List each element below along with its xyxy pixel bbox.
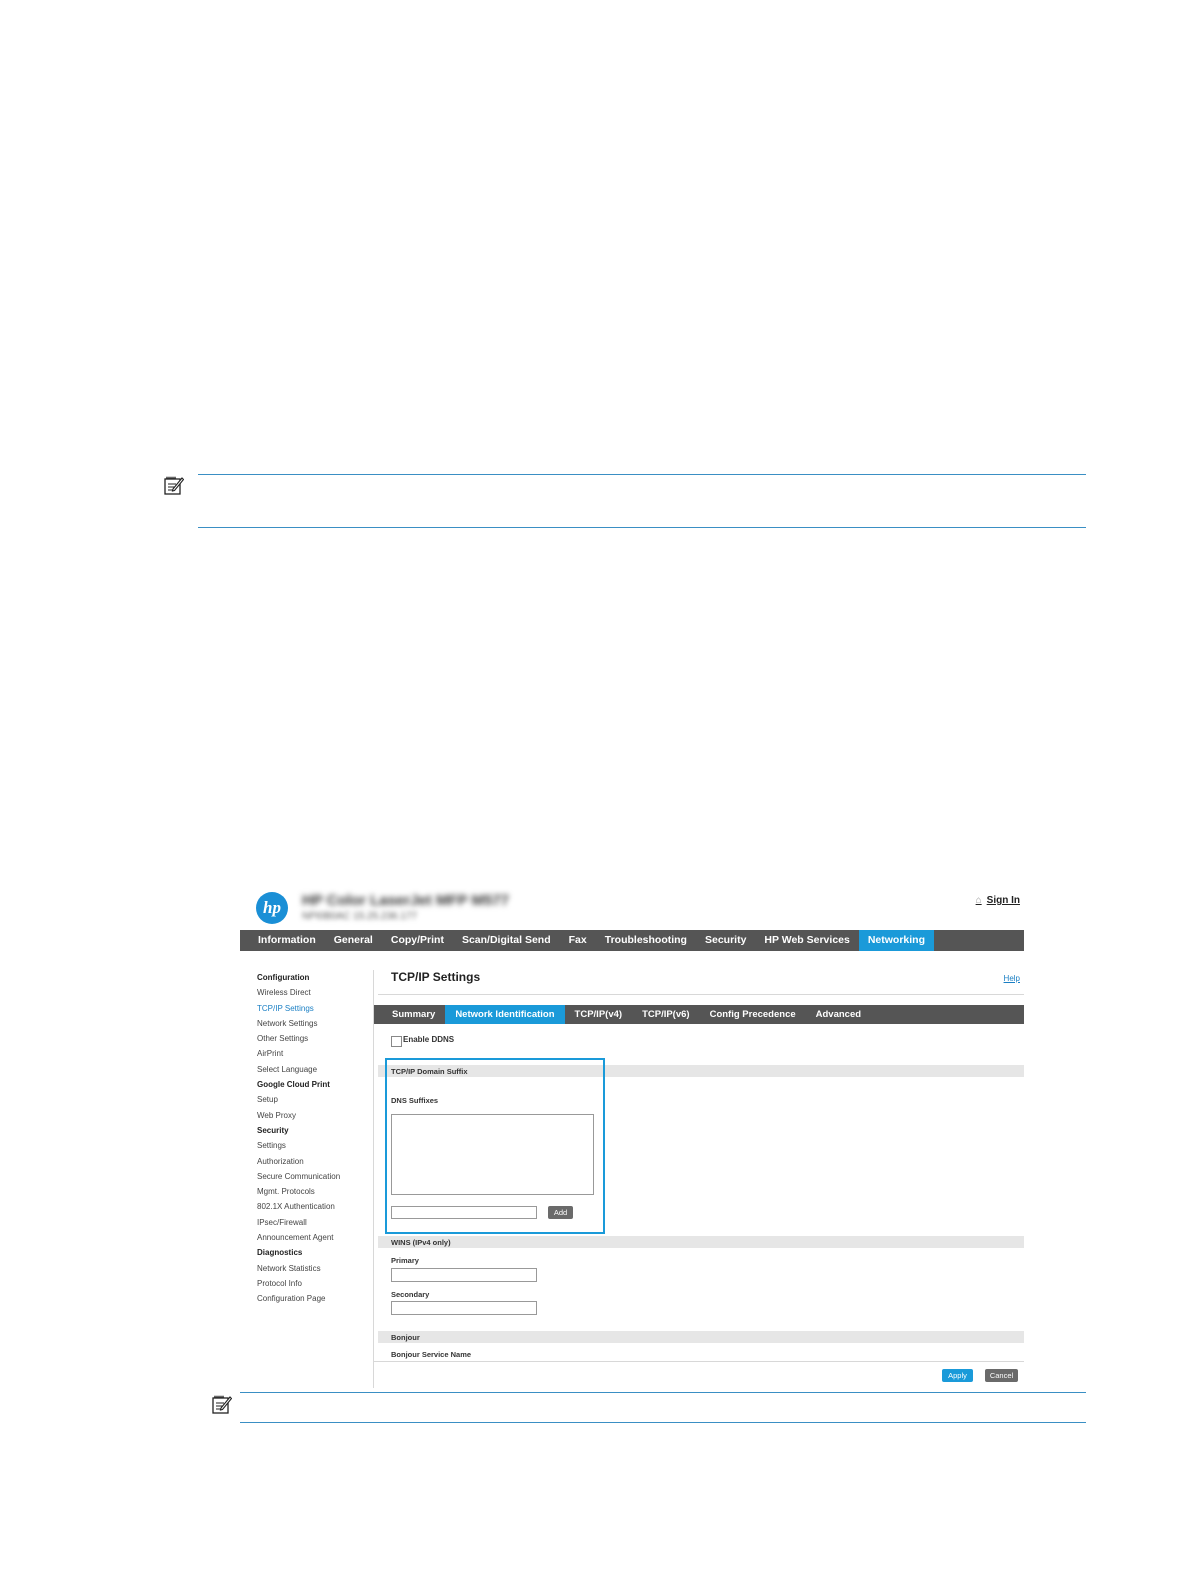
note-icon [164,476,184,496]
subnav-tab-tcp-ip-v4-[interactable]: TCP/IP(v4) [574,1009,623,1020]
page-title: TCP/IP Settings [391,970,481,984]
domain-suffix-highlight [385,1058,605,1234]
subnav-tab-tcp-ip-v6-[interactable]: TCP/IP(v6) [642,1009,690,1020]
bonjour-section-bar [378,1331,1024,1343]
nav-tab-hp-web-services[interactable]: HP Web Services [764,934,850,946]
help-link[interactable]: Help [1003,974,1020,983]
nav-tab-copy-print[interactable]: Copy/Print [390,934,444,946]
sidebar-item-tcp-ip-settings[interactable]: TCP/IP Settings [257,1003,314,1013]
primary-label: Primary [391,1256,419,1265]
note2-top-rule [240,1392,1086,1393]
sidebar-item-select-language[interactable]: Select Language [257,1064,318,1074]
subnav-tab-summary[interactable]: Summary [392,1009,436,1020]
sidebar-item-web-proxy[interactable]: Web Proxy [257,1110,296,1120]
bonjour-section-label: Bonjour [391,1333,420,1342]
nav-tab-security[interactable]: Security [704,934,747,946]
sidebar-item-wireless-direct[interactable]: Wireless Direct [257,988,311,998]
sidebar-item-mgmt-protocols[interactable]: Mgmt. Protocols [257,1187,315,1197]
wins-section-bar [378,1236,1024,1248]
nav-tab-general[interactable]: General [333,934,373,946]
main-nav [240,930,1024,951]
nav-tab-troubleshooting[interactable]: Troubleshooting [604,934,687,946]
device-subtitle: NPI0B0AC 15.25.236.177 [302,911,418,922]
sidebar [257,970,377,1307]
nav-tab-scan-digital-send[interactable]: Scan/Digital Send [461,934,551,946]
sign-in-link[interactable] [976,895,1020,906]
sidebar-item-configuration-page[interactable]: Configuration Page [257,1294,326,1304]
action-bar-divider [374,1361,1024,1362]
sidebar-item-802-1x-authentication[interactable]: 802.1X Authentication [257,1202,335,1212]
sidebar-heading-google-cloud-print: Google Cloud Print [257,1080,330,1090]
sidebar-heading-diagnostics: Diagnostics [257,1248,303,1258]
sub-nav [374,1005,1024,1024]
subnav-tab-advanced[interactable]: Advanced [815,1009,862,1020]
note-top-rule [198,474,1086,475]
dns-suffixes-label: DNS Suffixes [391,1096,439,1105]
sidebar-item-protocol-info[interactable]: Protocol Info [257,1278,302,1288]
enable-ddns-checkbox[interactable] [391,1036,402,1047]
sidebar-item-other-settings[interactable]: Other Settings [257,1034,309,1044]
sign-in-label: Sign In [986,895,1020,906]
sidebar-item-announcement-agent[interactable]: Announcement Agent [257,1233,334,1243]
add-button[interactable]: Add [548,1206,573,1219]
secondary-label: Secondary [391,1290,430,1299]
sidebar-item-secure-communication[interactable]: Secure Communication [257,1171,341,1181]
sidebar-heading-configuration: Configuration [257,973,310,982]
domain-suffix-section-label: TCP/IP Domain Suffix [391,1067,468,1076]
note-icon [212,1395,232,1415]
title-divider [378,994,1024,995]
bonjour-service-name-label: Bonjour Service Name [391,1350,472,1359]
sidebar-item-network-statistics[interactable]: Network Statistics [257,1263,321,1273]
sidebar-item-setup[interactable]: Setup [257,1095,278,1105]
nav-tab-information[interactable]: Information [258,934,316,946]
secondary-input[interactable] [391,1301,537,1315]
apply-button[interactable]: Apply [942,1369,973,1382]
device-title: HP Color LaserJet MFP M577 [302,892,510,909]
sidebar-item-network-settings[interactable]: Network Settings [257,1018,318,1028]
subnav-tab-config-precedence[interactable]: Config Precedence [709,1009,796,1020]
sidebar-divider [373,970,374,1388]
enable-ddns-label: Enable DDNS [403,1035,455,1044]
nav-tab-networking[interactable]: Networking [859,930,934,951]
primary-input[interactable] [391,1268,537,1282]
subnav-tab-network-identification[interactable]: Network Identification [445,1005,564,1024]
ews-screenshot [240,880,1026,1390]
sidebar-item-settings[interactable]: Settings [257,1141,286,1151]
sidebar-item-authorization[interactable]: Authorization [257,1156,304,1166]
wins-section-label: WINS (IPv4 only) [391,1238,451,1247]
sidebar-item-airprint[interactable]: AirPrint [257,1049,284,1059]
nav-tab-fax[interactable]: Fax [568,934,587,946]
sidebar-item-ipsec-firewall[interactable]: IPsec/Firewall [257,1217,307,1227]
cancel-button[interactable]: Cancel [985,1369,1018,1382]
note2-bottom-rule [240,1422,1086,1423]
sidebar-heading-security: Security [257,1125,289,1135]
note-bottom-rule [198,527,1086,528]
home-icon: ⌂ [975,895,982,906]
hp-logo-icon: hp [256,892,288,924]
